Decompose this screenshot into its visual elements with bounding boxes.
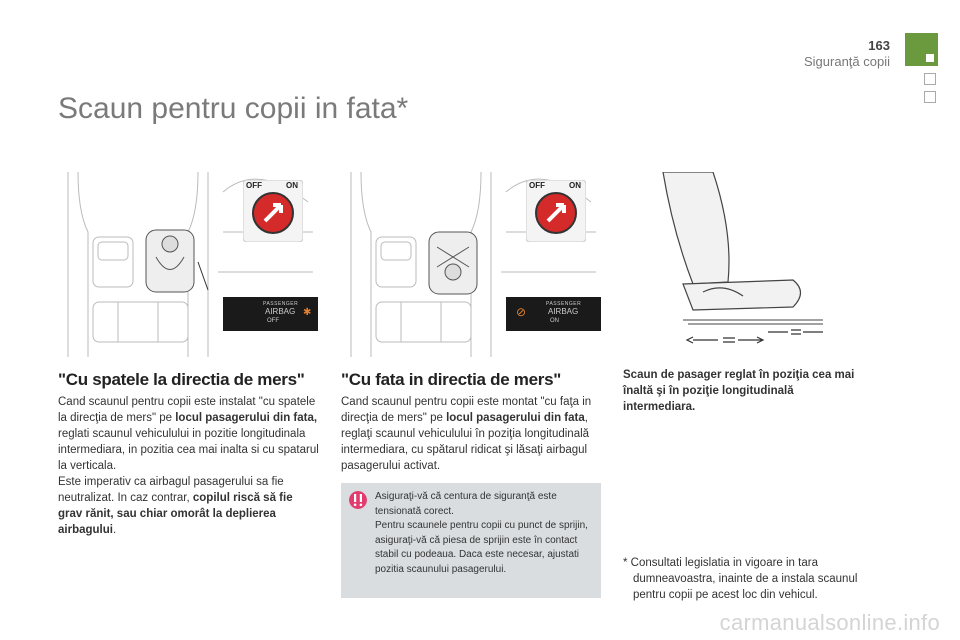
seat-side-view-icon <box>623 172 833 357</box>
warning-exclamation-icon <box>349 491 367 509</box>
forward-facing-heading: "Cu fata in directia de mers" <box>341 370 561 389</box>
rear-facing-p2-end: . <box>112 524 117 536</box>
rear-facing-p2-bold: copilul riscă să fie grav rănit, sau chiar omorât la deplierea airbagului <box>58 492 293 536</box>
display-line-3: ON <box>550 318 559 324</box>
switch-on-label: ON <box>286 181 298 190</box>
section-tab <box>905 33 938 66</box>
page-number: 163 <box>868 38 890 53</box>
warning-line-1: Asiguraţi-vă că centura de siguranţă este tensionată corect. <box>375 491 557 517</box>
rear-facing-p1-rest: reglati scaunul vehiculului in pozitie longitudinala intermediara, in pozitia cea mai inalta si cu spatarul la verticala. <box>58 428 319 472</box>
warning-line-2: Pentru scaunele pentru copii cu punct de sprijin, asiguraţi-vă că piesa de sprijin este în contact stabil cu podeaua. Daca este necesar, ajustati pozitia scaunului pasagerului. <box>375 520 588 575</box>
switch-on-label: ON <box>569 181 581 190</box>
warning-text <box>375 490 595 577</box>
rear-facing-heading: "Cu spatele la directia de mers" <box>58 370 305 389</box>
tab-marker <box>926 54 934 62</box>
display-line-2: AIRBAG <box>265 307 296 316</box>
rear-facing-p1: Cand scaunul pentru copii este instalat "cu spatele la direcţia de mers" pe <box>58 396 316 424</box>
page-box-1 <box>924 73 936 85</box>
seat-caption: Scaun de pasager reglat în poziţia cea mai înaltă şi în poziţie longitudinală intermediara. <box>623 369 855 413</box>
watermark: carmanualsonline.info <box>719 610 940 635</box>
seat-adjustment-illustration <box>623 172 833 357</box>
forward-facing-p1-bold: locul pasagerului din fata <box>446 412 585 424</box>
forward-facing-illustration <box>341 172 603 357</box>
display-line-1: PASSENGER <box>546 301 582 307</box>
rear-facing-p1-bold: locul pasagerului din fata, <box>175 412 318 424</box>
forward-facing-p1-rest: , reglaţi scaunul vehiculului în poziţia longitudinală intermediara, cu spătarul ridicat şi lăsaţi airbagul pasagerului activat. <box>341 412 590 472</box>
rear-facing-illustration <box>58 172 320 357</box>
display-line-2: AIRBAG <box>548 307 579 316</box>
page-box-2 <box>924 91 936 103</box>
rear-facing-p2: Este imperativ ca airbagul pasagerului sa fie neutralizat. In caz contrar, <box>58 476 284 504</box>
footnote: * Consultati legislatia in vigoare in tara dumneavoastra, inainte de a instala scaunul pentru copii pe acest loc din vehicul. <box>623 557 858 601</box>
airbag-display-off <box>223 297 318 331</box>
display-line-3: OFF <box>267 318 279 324</box>
section-title: Siguranţă copii <box>804 54 890 69</box>
airbag-off-icon: ⊘ <box>516 305 527 319</box>
airbag-display-on <box>506 297 601 331</box>
forward-facing-p1: Cand scaunul pentru copii este montat "cu faţa in direcţia de mers" pe <box>341 396 592 424</box>
switch-off-label: OFF <box>529 181 545 190</box>
warning-box <box>341 483 601 598</box>
airbag-warning-icon: ✱ <box>303 307 312 318</box>
switch-off-label: OFF <box>246 181 262 190</box>
forward-facing-text <box>341 394 603 474</box>
rear-facing-text <box>58 394 320 538</box>
page-title: Scaun pentru copii in fata* <box>58 92 409 125</box>
display-line-1: PASSENGER <box>263 301 299 307</box>
